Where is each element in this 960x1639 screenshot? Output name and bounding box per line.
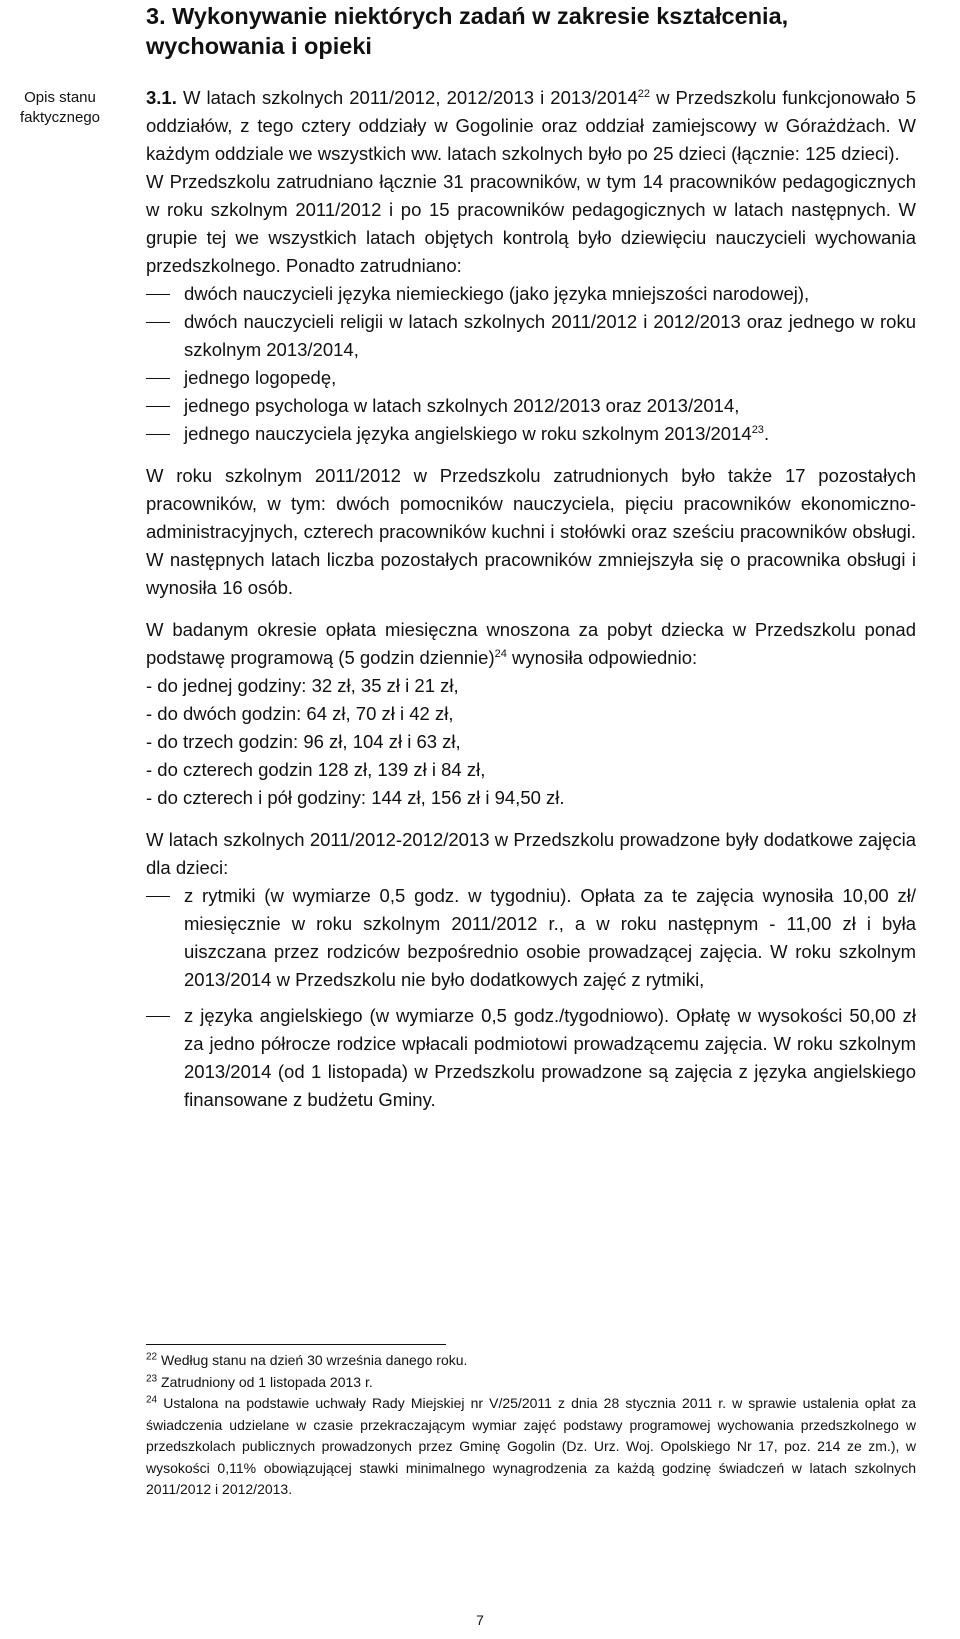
fee-line: - do dwóch godzin: 64 zł, 70 zł i 42 zł, — [146, 703, 454, 724]
fee-line: - do trzech godzin: 96 zł, 104 zł i 63 zł, — [146, 731, 461, 752]
paragraph-other-staff: W roku szkolnym 2011/2012 w Przedszkolu zatrudnionych było także 17 pozostałych pracowników, w tym: dwóch pomocników nauczyciela, pięciu pracowników ekonomiczno-administracyjnych, czterech pracowników kuchni i stołówki oraz sześciu pracowników obsługi. W następnych latach liczba pozostałych pracowników zmniejszyła się o pracownika obsługi i wynosiła 16 osób. — [146, 465, 916, 598]
list-item — [146, 280, 916, 308]
extra-classes-list — [146, 882, 916, 1114]
footnotes — [146, 1350, 916, 1501]
list-item — [146, 308, 916, 364]
list-item — [146, 882, 916, 994]
margin-label-line-2: faktycznego — [19, 109, 101, 126]
staff-list — [146, 280, 916, 448]
footnote-mark: 22 — [146, 1351, 158, 1363]
list-item-text: z rytmiki (w wymiarze 0,5 godz. w tygodniu). Opłata za te zajęcia wynosiła 10,00 zł/ miesięcznie w roku szkolnym 2011/2012 r., a w roku następnym - 11,00 zł i była uiszczana przez rodziców bezpośrednio osobie prowadzącej zajęcia. W roku szkolnym 2013/2014 w Przedszkolu nie było dodatkowych zajęć z rytmiki, — [184, 885, 916, 990]
list-item-text: jednego psychologa w latach szkolnych 2012/2013 oraz 2013/2014, — [184, 395, 740, 416]
main-content — [146, 0, 916, 1114]
footnote-ref-24: 24 — [494, 647, 507, 660]
list-item-text: z języka angielskiego (w wymiarze 0,5 godz./tygodniowo). Opłatę w wysokości 50,00 zł za jedno półrocze rodzice wpłacali podmiotowi prowadzącemu zajęcia. W roku szkolnym 2013/2014 (od 1 listopada) w Przedszkolu prowadzone są zajęcia z języka angielskiego finansowane z budżetu Gminy. — [184, 1005, 916, 1110]
section-heading — [146, 0, 916, 61]
section-heading-line-2: wychowania i opieki — [146, 33, 372, 59]
fee-line: - do jednej godziny: 32 zł, 35 zł i 21 zł, — [146, 675, 459, 696]
fee-line: - do czterech i pół godziny: 144 zł, 156 zł i 94,50 zł. — [146, 787, 565, 808]
footnote-separator — [146, 1344, 446, 1345]
footnote-ref-23: 23 — [751, 423, 764, 436]
paragraph-3-1-text-a: W latach szkolnych 2011/2012, 2012/2013 i 2013/2014 — [182, 87, 638, 108]
list-item-tail: . — [763, 423, 770, 444]
footnote-23 — [146, 1372, 916, 1394]
list-item-text: jednego logopedę, — [184, 367, 337, 388]
paragraph-3-1 — [146, 84, 916, 168]
page-number: 7 — [476, 1612, 484, 1628]
margin-label — [0, 88, 120, 128]
footnote-text: Zatrudniony od 1 listopada 2013 r. — [157, 1373, 373, 1390]
footnote-ref-22: 22 — [637, 87, 651, 100]
list-item — [146, 420, 916, 448]
footnote-text: Ustalona na podstawie uchwały Rady Miejskiej nr V/25/2011 z dnia 28 stycznia 2011 r. w sprawie ustalenia opłat za świadczenia udzielane w czasie przekraczającym wymiar zajęć podstawy programowej wychowania przedszkolnego w przedszkolach publicznych prowadzonych przez Gminę Gogolin (Dz. Urz. Woj. Opolskiego Nr 17, poz. 214 ze zm.), w wysokości 0,11% obowiązującej stawki minimalnego wynagrodzenia za każdą godzinę świadczeń w latach szkolnych 2011/2012 i 2012/2013. — [146, 1395, 916, 1497]
footnote-24 — [146, 1393, 916, 1501]
paragraph-fees-text-a: W badanym okresie opłata miesięczna wnoszona za pobyt dziecka w Przedszkolu ponad podstawę programową (5 godzin dziennie) — [146, 619, 916, 668]
paragraph-fees — [146, 616, 916, 672]
section-heading-line-1: 3. Wykonywanie niektórych zadań w zakresie kształcenia, — [146, 3, 789, 29]
margin-label-line-1: Opis stanu — [24, 89, 96, 106]
list-item — [146, 364, 916, 392]
footnote-22 — [146, 1350, 916, 1372]
list-item-text: dwóch nauczycieli religii w latach szkolnych 2011/2012 i 2012/2013 oraz jednego w roku szkolnym 2013/2014, — [184, 311, 916, 360]
paragraph-staff: W Przedszkolu zatrudniano łącznie 31 pracowników, w tym 14 pracowników pedagogicznych w roku szkolnym 2011/2012 i po 15 pracowników pedagogicznych w latach następnych. W grupie tej we wszystkich latach objętych kontrolą było dziewięciu nauczycieli wychowania przedszkolnego. Ponadto zatrudniano: — [146, 171, 916, 276]
fee-line: - do czterech godzin 128 zł, 139 zł i 84 zł, — [146, 759, 486, 780]
fee-list — [146, 672, 916, 812]
subsection-number: 3.1. — [146, 87, 177, 108]
footnote-mark: 23 — [146, 1372, 158, 1384]
list-item-text: dwóch nauczycieli języka niemieckiego (jako języka mniejszości narodowej), — [184, 283, 810, 304]
list-item — [146, 392, 916, 420]
footnote-mark: 24 — [146, 1394, 158, 1406]
paragraph-fees-text-b: wynosiła odpowiednio: — [506, 647, 698, 668]
list-item — [146, 1002, 916, 1114]
paragraph-extra-classes: W latach szkolnych 2011/2012-2012/2013 w Przedszkolu prowadzone były dodatkowe zajęcia dla dzieci: — [146, 829, 916, 878]
paragraph-3-1-text-b: w Przedszkolu funkcjonowało 5 oddziałów, z tego cztery oddziały w Gogolinie oraz oddział zamiejscowy w Górażdżach. W każdym oddziale we wszystkich ww. latach szkolnych było po 25 dzieci (łącznie: 125 dzieci). — [146, 87, 917, 164]
list-item-text: jednego nauczyciela języka angielskiego w roku szkolnym 2013/2014 — [184, 423, 752, 444]
footnote-text: Według stanu na dzień 30 września danego roku. — [157, 1352, 468, 1368]
